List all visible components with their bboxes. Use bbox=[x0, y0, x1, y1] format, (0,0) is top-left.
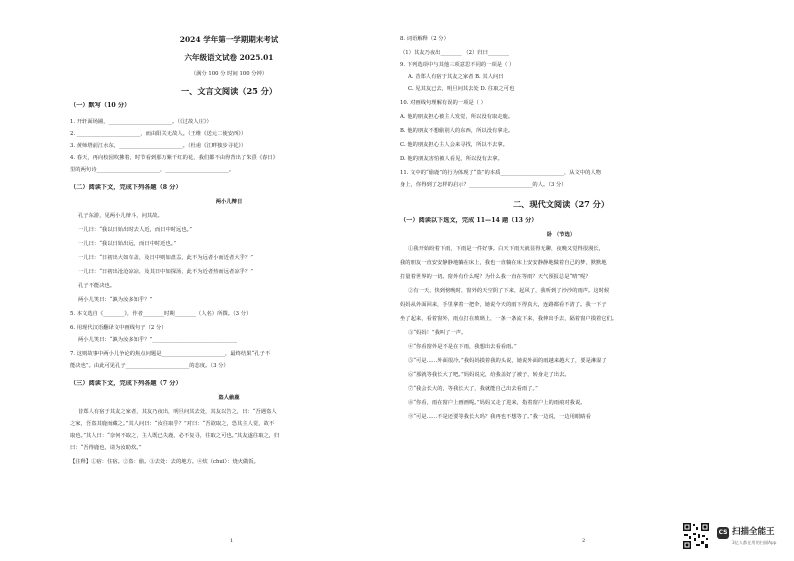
page-number-left: 1 bbox=[230, 538, 234, 544]
right-line: 坐了起来，看着窗外，雨点打在玻璃上，一条一条流下来，我伸出手去，隔着窗户摸着它们。 bbox=[400, 316, 618, 322]
left-line: 孔子东游，见两小儿辩斗，问其故。 bbox=[78, 213, 163, 219]
right-line: 妈妈从外面回来，手里拿着一把伞，她说今天的雨下得真大，连路都看不清了。我一下子 bbox=[400, 302, 607, 308]
right-line: ④“你看窗外是不是在下雨，我想出去看看雨。” bbox=[408, 344, 517, 350]
left-line: 两小儿辩日 bbox=[215, 199, 243, 205]
right-line: 二、现代文阅读（27 分） bbox=[512, 199, 610, 209]
right-line: ⑦“我会长大的，等我长大了，我就能自己出去看雨了。” bbox=[408, 386, 538, 392]
left-line: （二）阅读下文，完成下列各题（8 分） bbox=[70, 184, 182, 191]
left-line: 昔郑人有宿于其友之家者，其友乃夜出，明旦问其去处，其友以告之，曰：“吾遇盗人 bbox=[78, 409, 277, 415]
left-line: 一儿曰：“我以日始出时去人近，而日中时远也。” bbox=[78, 227, 193, 233]
right-line: ⑥“那就等我长大了吧。”妈妈说完，给我盖好了被子，转身走了出去。 bbox=[408, 372, 570, 378]
page-number-right: 2 bbox=[582, 538, 586, 544]
left-line: （三）阅读下文，完成下列各题（7 分） bbox=[70, 380, 182, 387]
left-line: 一儿曰：“日初出大如车盖，及日中则如盘盂，此不为远者小而近者大乎？” bbox=[78, 255, 253, 261]
left-line: 孔子不能决也。 bbox=[78, 283, 116, 289]
right-line: 卧 （节选） bbox=[546, 232, 576, 238]
right-line: 打量着世界的一切。窗外有什么呢？为什么我一直在等雨？天气预报总是“晴”呢？ bbox=[400, 274, 591, 280]
right-line: ⑧“你看，雨在窗户上画画呢。”妈妈又走了进来，指着窗户上的雨痕对我说。 bbox=[408, 400, 586, 406]
right-column bbox=[400, 0, 722, 561]
right-line: ③“妈妈！”我叫了一声。 bbox=[408, 330, 467, 336]
right-line: B. 他的朋友不想偷别人的东西，所以没有拿走。 bbox=[400, 128, 514, 134]
left-line: 取也。”其人曰：“奈何不取之，主人既已失鹿，必不复寻，往取之可也。”其友遂往取之，归 bbox=[70, 433, 280, 439]
scanner-subtitle: 3亿人都在用的扫描App bbox=[732, 540, 777, 545]
qr-code-icon bbox=[682, 522, 710, 550]
left-line: 一儿曰：“日初出沧沧凉凉，及其日中如探汤，此不为近者热而远者凉乎？” bbox=[78, 269, 253, 275]
right-line: （一）阅读以下选文，完成 11—14 题（13 分） bbox=[400, 217, 538, 224]
right-line: ⑤“可是……外面很冷。”我妈妈摸着我的头说，她说外面的雨越来越大了，要是淋湿了 bbox=[408, 358, 607, 364]
left-line: 2024 学年第一学期期末考试 bbox=[179, 35, 279, 44]
right-line: C. 他的朋友担心主人会来寻找，所以不去拿。 bbox=[400, 142, 508, 148]
right-line: 8. 词语解释（2 分） bbox=[400, 36, 449, 42]
left-line: 里的两句诗________________________，________________________。 bbox=[70, 167, 235, 173]
left-line: 6. 用现代汉语翻译文中画线句子（2 分） bbox=[70, 325, 167, 331]
left-line: 7. 这则故事中两小儿争论的焦点问题是________________________，最终结果“孔子不 bbox=[70, 351, 271, 357]
left-line: 3. 黄师塔前江水东，________________________。（杜甫《江畔独步寻花》） bbox=[70, 143, 247, 149]
right-line: 9. 下列选项中与其他三项意思不同的一项是（ ） bbox=[400, 62, 515, 68]
left-line: 曰：“吾得鹿也，请为汝助炊。” bbox=[70, 445, 142, 451]
left-line: 之家，吾盗其鹿而藏之。”其人问曰：“汝往取乎？”对曰：“吾欲取之，恐其主人觉，故不 bbox=[70, 421, 275, 427]
left-line: 六年级语文试卷 2025.01 bbox=[184, 53, 274, 62]
left-line: 一、文言文阅读（25 分） bbox=[180, 86, 278, 96]
right-line: 10. 对画线句理解有误的一项是（ ） bbox=[400, 100, 486, 106]
left-line: （一）默写（10 分） bbox=[70, 102, 131, 109]
left-line: 4. 春天，再向校园吹拂着，时节看到那万紫千红的花，我们都不由得背出了朱熹《春日》 bbox=[70, 155, 279, 161]
right-line: A. 昔郑人有宿于其友之家者 B. 其人问曰 bbox=[408, 74, 504, 80]
left-line: （满分 100 分 时间 100 分钟） bbox=[190, 71, 268, 77]
right-line: 11. 文中的“偷鹿”的行为体现了“盗”的本质________________________，从文中的人物 bbox=[400, 170, 602, 176]
left-line: 5. 本文选自《________》，作者________时期________（人名）所撰。（3 分） bbox=[70, 311, 252, 317]
right-line: 我的朋友一直安安静静地躺在床上，我也一直躺在床上安安静静地做着自己的梦，默默地 bbox=[400, 260, 607, 266]
right-line: A. 他的朋友担心被主人发觉，所以没有取走鹿。 bbox=[400, 114, 514, 120]
left-line: 一儿曰：“我以日始出远，而日中时近也。” bbox=[78, 241, 177, 247]
left-line: 2. ________________________，而由阳关无故人。（王维《送元二使安西》） bbox=[70, 131, 247, 137]
left-line: 【注释】①宿：住宿。②盗：偷。③去处：去的地方。④炊（chuī）：烧火做饭。 bbox=[70, 459, 259, 465]
left-column bbox=[70, 0, 388, 561]
scanner-brand: 扫描全能王 bbox=[732, 527, 775, 537]
left-line: 盗人偷鹿 bbox=[218, 395, 240, 401]
right-line: D. 他的朋友害怕被人看见，所以没有去拿。 bbox=[400, 156, 503, 162]
right-line: ①我开始盼着下雨，下雨是一件好事。白天下雨天就显得无聊，夜晚又觉得很漫长， bbox=[408, 246, 604, 252]
left-line: 能决也”。由此可见孔子________________________的态度。（3 分） bbox=[70, 363, 229, 369]
right-line: C. 见其友已去，明旦问其去处 D. 往取之可也 bbox=[408, 86, 515, 92]
left-line: 两小儿笑曰：“孰为汝多知乎？”________________________________ bbox=[78, 337, 238, 343]
left-line: 两小儿笑曰：“孰为汝多知乎？” bbox=[78, 297, 153, 303]
right-line: （1）其友乃夜出________ （2）归曰________ bbox=[400, 50, 510, 56]
scanner-watermark bbox=[680, 522, 794, 552]
right-line: ⑨“可是……不是还要等我长大吗？我再也不想等了。”我一边说，一边用眼睛看 bbox=[408, 414, 591, 420]
right-line: 身上，你得到了怎样的启示？________________________的人。（3 分） bbox=[400, 182, 567, 188]
camscanner-logo-icon: CS bbox=[717, 527, 729, 539]
right-line: ②有一天，快到傍晚时，窗外的天空阴了下来，起风了，我听到了沙沙的雨声。这时候 bbox=[408, 288, 610, 294]
left-line: 1. 开轩面场圃，________________________。（《过故人庄》） bbox=[70, 119, 212, 125]
